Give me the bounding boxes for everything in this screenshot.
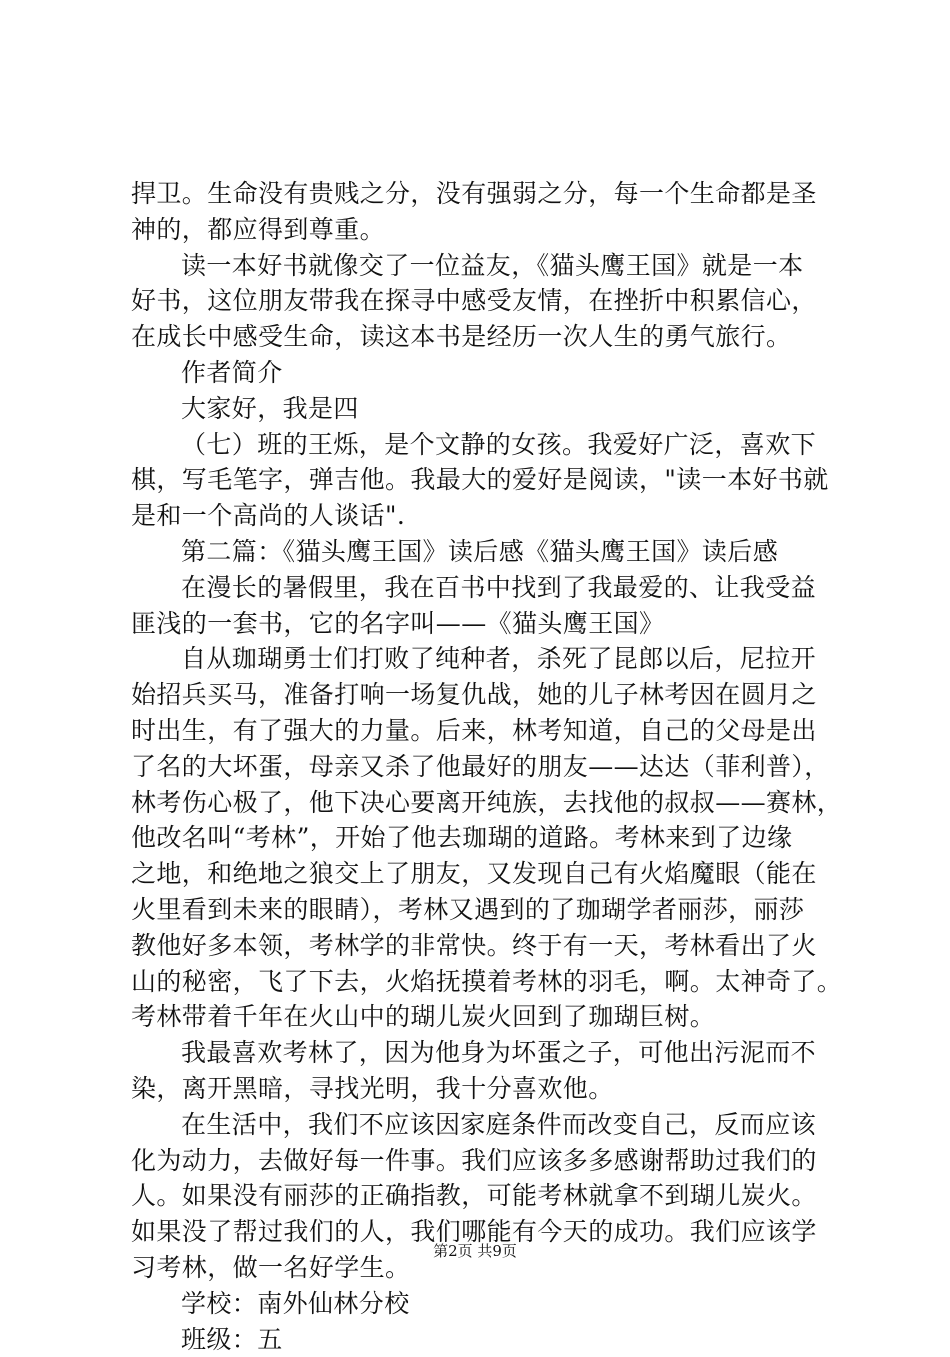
text-line: 山的秘密，飞了下去，火焰抚摸着考林的羽毛，啊。太神奇了。	[131, 964, 831, 1000]
text-line: 作者简介	[131, 355, 831, 391]
text-line: 始招兵买马，准备打响一场复仇战，她的儿子林考因在圆月之	[131, 677, 831, 713]
document-body	[131, 176, 831, 1357]
text-line: 读一本好书就像交了一位益友，《猫头鹰王国》就是一本	[131, 248, 831, 284]
text-line: 在成长中感受生命，读这本书是经历一次人生的勇气旅行。	[131, 319, 831, 355]
text-line: 学校：南外仙林分校	[131, 1286, 831, 1322]
text-line: 在漫长的暑假里，我在百书中找到了我最爱的、让我受益	[131, 570, 831, 606]
text-line: 捍卫。生命没有贵贱之分，没有强弱之分，每一个生命都是圣	[131, 176, 831, 212]
text-line: 林考伤心极了，他下决心要离开纯族，去找他的叔叔——赛林，	[131, 785, 831, 821]
text-line: 了名的大坏蛋，母亲又杀了他最好的朋友——达达（菲利普），	[131, 749, 831, 785]
text-line: 习考林，做一名好学生。	[131, 1250, 831, 1286]
text-line: 班级：五	[131, 1322, 831, 1357]
text-line: 是和一个高尚的人谈话".	[131, 498, 831, 534]
text-line: 时出生，有了强大的力量。后来，林考知道，自己的父母是出	[131, 713, 831, 749]
text-line: 匪浅的一套书，它的名字叫——《猫头鹰王国》	[131, 606, 831, 642]
text-line: 考林带着千年在火山中的瑚儿炭火回到了珈瑚巨树。	[131, 999, 831, 1035]
text-line: 神的，都应得到尊重。	[131, 212, 831, 248]
text-line: 我最喜欢考林了，因为他身为坏蛋之子，可他出污泥而不	[131, 1035, 831, 1071]
text-line: 第二篇：《猫头鹰王国》读后感《猫头鹰王国》读后感	[131, 534, 831, 570]
text-line: 他改名叫“考林”，开始了他去珈瑚的道路。考林来到了边缘	[131, 820, 831, 856]
text-line: 教他好多本领，考林学的非常快。终于有一天，考林看出了火	[131, 928, 831, 964]
text-line: 化为动力，去做好每一件事。我们应该多多感谢帮助过我们的	[131, 1143, 831, 1179]
text-line: 自从珈瑚勇士们打败了纯种者，杀死了昆郎以后，尼拉开	[131, 641, 831, 677]
text-line: （七）班的王烁，是个文静的女孩。我爱好广泛，喜欢下	[131, 427, 831, 463]
text-line: 大家好，我是四	[131, 391, 831, 427]
text-line: 染，离开黑暗，寻找光明，我十分喜欢他。	[131, 1071, 831, 1107]
text-line: 人。如果没有丽莎的正确指教，可能考林就拿不到瑚儿炭火。	[131, 1178, 831, 1214]
text-line: 火里看到未来的眼睛），考林又遇到的了珈瑚学者丽莎，丽莎	[131, 892, 831, 928]
text-line: 之地，和绝地之狼交上了朋友，又发现自己有火焰魔眼（能在	[131, 856, 831, 892]
text-line: 棋，写毛笔字，弹吉他。我最大的爱好是阅读，"读一本好书就	[131, 462, 831, 498]
text-line: 在生活中，我们不应该因家庭条件而改变自己，反而应该	[131, 1107, 831, 1143]
text-line: 好书，这位朋友带我在探寻中感受友情，在挫折中积累信心，	[131, 283, 831, 319]
text-line: 如果没了帮过我们的人，我们哪能有今天的成功。我们应该学	[131, 1214, 831, 1250]
page-footer: 第2页 共9页	[0, 1241, 950, 1261]
